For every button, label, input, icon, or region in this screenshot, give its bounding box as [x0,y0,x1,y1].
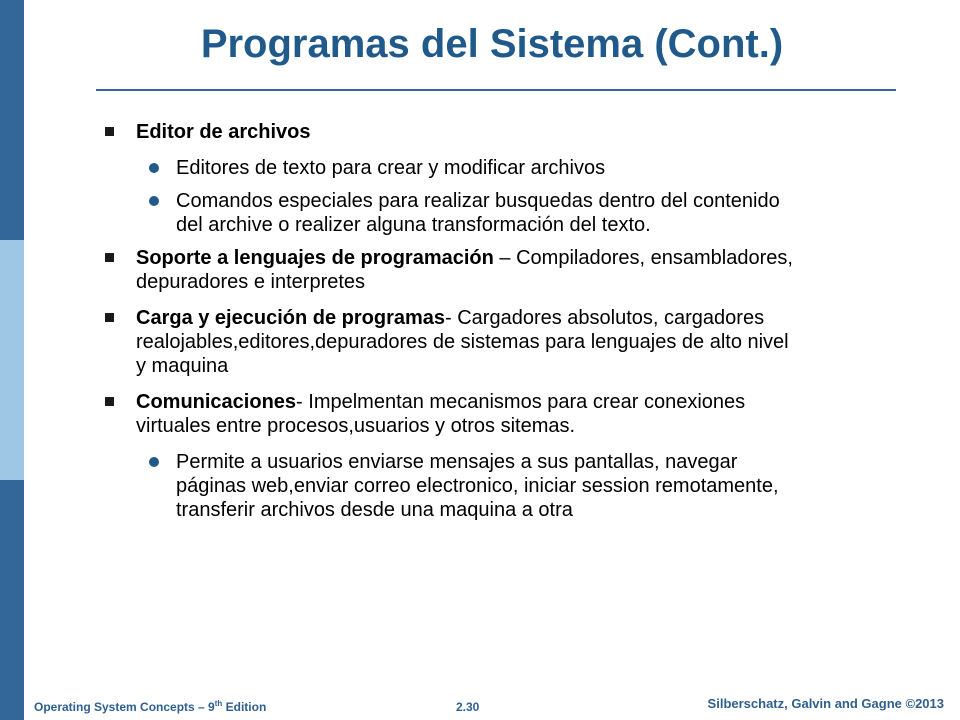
title-underline [96,89,896,91]
side-bar-top-segment [0,0,24,240]
square-bullet-icon [105,313,114,322]
bullet-item [100,390,800,438]
bullet-item [100,120,800,144]
bullet-bold-text: Carga y ejecución de programas [136,307,446,329]
page-number: 2.30 [456,700,480,714]
footer-book-title-text: Operating System Concepts – 9 [34,700,215,714]
slide-content [100,120,800,531]
footer-edition-superscript: th [214,699,223,708]
bullet-text: – Compiladores, ensambladores, depuradores e interpretes [136,247,793,293]
sub-bullet-text: Editores de texto para crear y modificar archivos [176,157,606,179]
side-bar-bottom-segment [0,480,24,720]
footer-book-title [34,700,266,714]
side-bar-middle-segment [0,240,24,480]
footer-edition-suffix: Edition [222,700,267,714]
footer-authors: Silberschatz, Galvin and Gagne ©2013 [707,696,944,711]
sub-bullet-item [100,189,800,237]
bullet-text: - Cargadores absolutos, cargadores realojables,editores,depuradores de sistemas para lenguajes de alto nivel y maquina [136,307,789,377]
bullet-text: - Impelmentan mecanismos para crear conexiones virtuales entre procesos,usuarios y otros sitemas. [136,391,746,437]
bullet-bold-text: Soporte a lenguajes de programación [136,247,494,269]
square-bullet-icon [105,397,114,406]
square-bullet-icon [105,127,114,136]
bullet-item [100,306,800,378]
round-bullet-icon [149,457,159,467]
bullet-bold-text: Editor de archivos [136,121,311,143]
bullet-bold-text: Comunicaciones [136,391,297,413]
sub-bullet-item [100,156,800,180]
side-color-bar [0,0,24,720]
bullet-group-soporte [100,246,800,294]
bullet-group-editor [100,120,800,237]
square-bullet-icon [105,253,114,262]
bullet-group-comunicaciones [100,390,800,522]
sub-bullet-item [100,450,800,522]
sub-bullet-text: Comandos especiales para realizar busquedas dentro del contenido del archive o realizer alguna transformación del texto. [176,190,780,236]
bullet-item [100,246,800,294]
round-bullet-icon [149,196,159,206]
round-bullet-icon [149,163,159,173]
slide-title: Programas del Sistema (Cont.) [200,22,784,66]
sub-bullet-text: Permite a usuarios enviarse mensajes a sus pantallas, navegar páginas web,enviar correo electronico, iniciar session remotamente, transferir archivos desde una maquina a otra [176,451,779,521]
bullet-group-carga [100,306,800,378]
